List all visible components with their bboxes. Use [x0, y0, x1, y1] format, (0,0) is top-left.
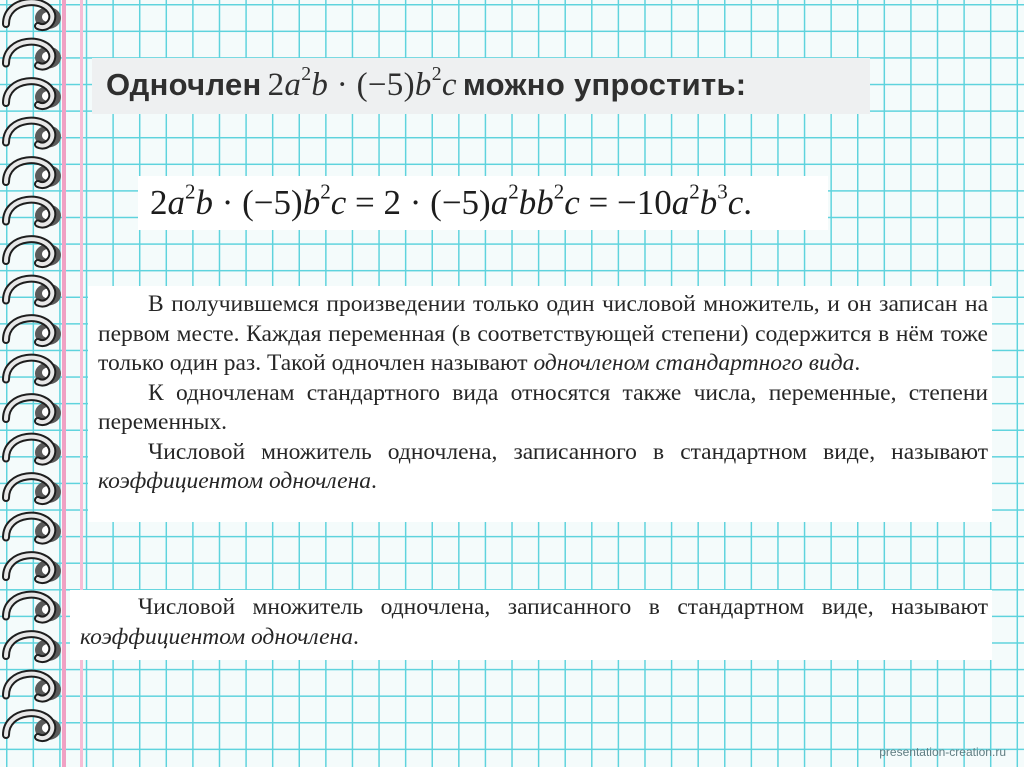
paragraph-1-text: В получившемся произведении только один числовой множитель, и он записан на первом месте. Каждая переменная (в соответствующей степени) содержится в нём тоже только один раз. Такой одночлен называют — [98, 291, 988, 376]
definition-text — [80, 592, 988, 652]
spiral-ring-icon — [6, 516, 61, 543]
spiral-ring-icon — [6, 397, 61, 424]
equation-panel — [138, 176, 828, 230]
title-expression: $2a^2b \cdot (-5)b^2c$ — [267, 63, 457, 103]
spiral-ring-icon — [6, 279, 61, 306]
explanation-panel — [88, 286, 992, 522]
spiral-ring-icon — [6, 121, 61, 148]
page-title — [106, 63, 747, 104]
paragraph-1-end: . — [854, 350, 861, 376]
watermark: presentation-creation.ru — [879, 745, 1006, 759]
spiral-ring-icon — [6, 476, 61, 503]
spiral-ring-icon — [6, 555, 61, 582]
title-suffix: можно упростить: — [462, 67, 747, 102]
paragraph-3 — [98, 438, 988, 497]
spiral-ring-icon — [6, 318, 61, 345]
definition-term: коэффициентом одночлена — [80, 624, 354, 650]
spiral-ring-icon — [6, 595, 61, 622]
spiral-ring-icon — [6, 713, 61, 740]
spiral-ring-icon — [6, 42, 61, 69]
explanation-text — [98, 290, 988, 497]
definition-body: Числовой множитель одночлена, записанного в стандартном виде, называют — [138, 594, 988, 620]
definition-end: . — [353, 624, 359, 650]
title-panel — [92, 58, 870, 114]
term-coefficient: коэффициентом одночлена — [98, 468, 372, 494]
definition-paragraph — [80, 592, 988, 652]
spiral-ring-icon — [6, 437, 61, 464]
spiral-ring-icon — [6, 81, 61, 108]
spiral-ring-icon — [6, 358, 61, 385]
paragraph-3-end: . — [371, 468, 377, 494]
spiral-ring-icon — [6, 2, 61, 29]
title-prefix: Одночлен — [106, 67, 262, 102]
spiral-ring-icon — [6, 160, 61, 187]
paragraph-2: К одночленам стандартного вида относятся также числа, переменные, степени переменных. — [98, 379, 988, 435]
spiral-ring-icon — [6, 634, 61, 661]
paragraph-1 — [98, 290, 988, 379]
paragraph-3-text: Числовой множитель одночлена, записанного в стандартном виде, называют — [148, 438, 988, 465]
simplification-equation: $2a^2b \cdot (-5)b^2c = 2 \cdot (-5)a^2bb^2c = -10a^2b^3c$. — [150, 179, 753, 222]
spiral-ring-icon — [6, 200, 61, 227]
spiral-ring-icon — [6, 239, 61, 266]
term-standard-form: одночленом стандартного вида — [533, 350, 855, 376]
definition-panel — [70, 590, 992, 660]
spiral-ring-icon — [6, 674, 61, 701]
